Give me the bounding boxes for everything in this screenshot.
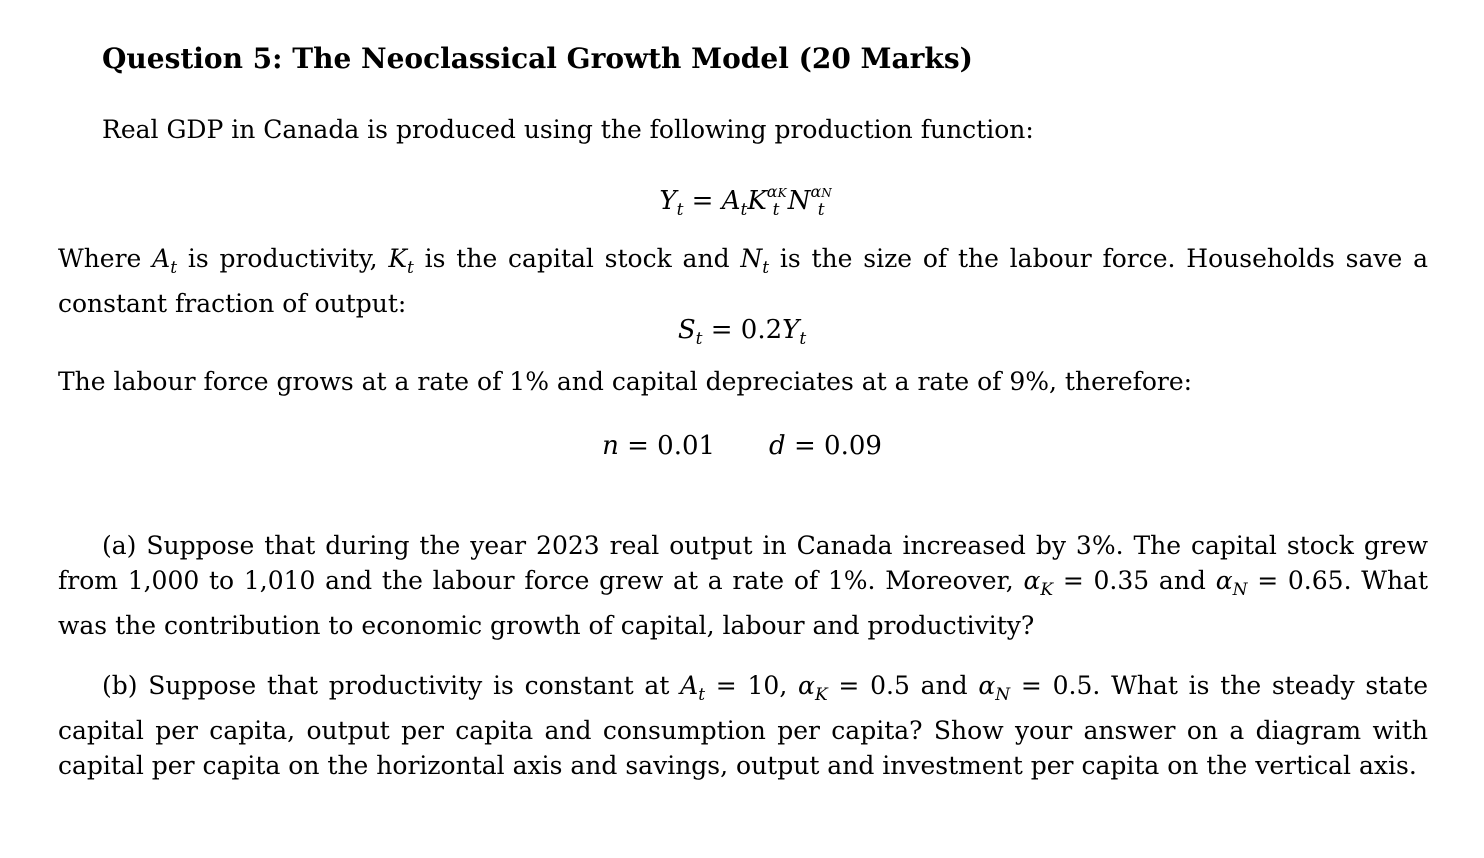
part-a-question: (a) Suppose that during the year 2023 real output in Canada increased by 3%. The capital stock grew from 1,000 to 1,010 and the labour force grew at a rate of 1%. Moreover, $\alpha_K = 0.35$ and $\alpha_N = 0.65$. What was the contribution to economic growth of capital, labour and productivity? bbox=[58, 531, 1428, 640]
parameter-values: n = 0.01 d = 0.09 bbox=[602, 431, 882, 461]
part-b-question: (b) Suppose that productivity is constant at $A_t = 10$, $\alpha_K = 0.5$ and $\alpha_N = 0.5$. What is the steady state capital per capita, output per capita and consumption per capita? Show your answer on a diagram with capital per capita on the horizontal axis and savings, output and investment per capita on the vertical axis. bbox=[58, 671, 1428, 780]
production-function-equation: $Y_t = A_tK^{\alpha K}_t$ $N^{\alpha N}_t$ bbox=[659, 182, 832, 220]
d-value: 0.09 bbox=[824, 431, 882, 461]
growth-rates-text: The labour force grows at a rate of 1% and capital depreciates at a rate of 9%, therefore: bbox=[58, 367, 1193, 396]
savings-function-equation: $S_t = 0.2Y_t$ bbox=[677, 315, 807, 349]
intro-line: Real GDP in Canada is produced using the following production function: bbox=[102, 115, 1034, 144]
question-heading: Question 5: The Neoclassical Growth Model (20 Marks) bbox=[102, 42, 973, 75]
n-value: 0.01 bbox=[657, 431, 716, 461]
where-paragraph: Where $A_t$ is productivity, $K_t$ is the capital stock and $N_t$ is the size of the labour force. Households save a constant fraction of output: bbox=[58, 244, 1428, 318]
